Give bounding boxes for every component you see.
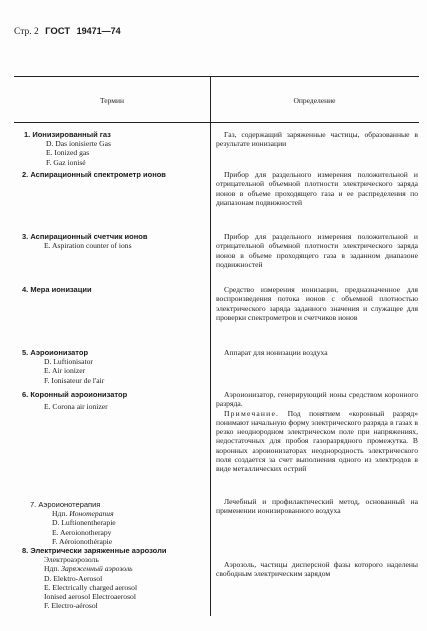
- definition-text: Прибор для раздельного измерения положительной и отрицательной объемной плотности электрического заряда ионов в объеме проходящего газа и ее распределения по диапазонам подвижностей: [216, 170, 418, 207]
- term-entry-1: [24, 130, 210, 167]
- definition-text: Аэрозоль, частицы дисперсной фазы которого наделены свободным электрическим зарядом: [216, 560, 418, 579]
- definition-entry-8: [216, 560, 418, 579]
- ndp-value: Ионотерапия: [69, 509, 114, 519]
- table-header-border: [14, 122, 419, 123]
- definition-entry-1: [216, 130, 418, 149]
- term-title: 7. Аэроионотерапия: [30, 500, 101, 509]
- term-title: 1. Ионизированный газ: [24, 130, 111, 139]
- definition-text: Аппарат для ионизации воздуха: [224, 348, 328, 357]
- term-translation: F. Gaz ionisé: [46, 157, 86, 167]
- term-translation: F. Aéroionothérapie: [52, 536, 113, 546]
- term-extra: Электроаэрозоль: [44, 555, 99, 565]
- column-header-definition: Определение: [293, 96, 336, 105]
- term-translation: E. Electrically charged aerosol: [44, 582, 138, 592]
- term-translation: E. Corona air ionizer: [44, 402, 108, 412]
- standard-number: 19471—74: [76, 26, 121, 36]
- definition-entry-6: [216, 390, 418, 474]
- definition-entry-5: [216, 348, 418, 357]
- term-title: 5. Аэроионизатор: [22, 348, 89, 357]
- term-translation: F. Ionisateur de l'air: [44, 375, 105, 385]
- term-ndp: [30, 509, 210, 518]
- definition-text: Аэроионизатор, генерирующий ионы средством коронного разряда.: [216, 390, 418, 409]
- page-label: Стр. 2: [14, 27, 39, 37]
- definition-note: [216, 409, 418, 474]
- term-entry-7: [30, 500, 210, 546]
- column-header-term: Термин: [99, 96, 125, 105]
- definition-text: Лечебный и профилактический метод, основанный на применении ионизированного воздуха: [216, 497, 418, 516]
- term-entry-2: [22, 170, 208, 179]
- term-translation: E. Aspiration counter of ions: [44, 241, 132, 251]
- page-header: [14, 26, 121, 37]
- term-title: 8. Электрически заряженные аэрозоли: [22, 546, 167, 555]
- term-title: 2. Аспирационный спектрометр ионов: [22, 170, 166, 179]
- ndp-label: Ндп.: [44, 564, 60, 574]
- definition-text: Прибор для раздельного измерения положительной и отрицательной объемной плотности электрического заряда ионов в объеме проходящего газа в заданном диапазоне подвижностей: [216, 232, 418, 269]
- note-label: Примечание.: [224, 408, 280, 418]
- term-entry-5: [22, 348, 208, 385]
- term-translation: E. Air ionizer: [44, 366, 86, 376]
- term-translation: D. Elektro-Aerosol: [44, 573, 103, 583]
- term-title: 4. Мера ионизации: [22, 285, 92, 294]
- definition-entry-3: [216, 232, 418, 269]
- term-ndp: [22, 564, 210, 573]
- term-translation: E. Aeroionotherapy: [52, 527, 112, 537]
- definition-entry-4: [216, 285, 418, 322]
- table-top-border: [14, 76, 419, 77]
- definition-text: Газ, содержащий заряженные частицы, образованные в результате ионизации: [216, 130, 418, 149]
- term-translation: Ionised aerosol Electroaerosol: [44, 592, 136, 602]
- note-text: Под понятием «коронный разряд» понимают начальную форму электрического разряда в газах в резко неоднородном электрическом поле при напряжениях, недостаточных для пробоя газоразрядного промежутка. В коронных аэроионизаторах неоднородность электрического поля создается за счет выполнения одного из электродов в виде металлических острий: [216, 408, 418, 474]
- term-entry-3: [22, 232, 208, 250]
- term-translation: D. Luftionisator: [44, 357, 93, 367]
- standard-label: ГОСТ: [45, 26, 71, 37]
- term-title: 3. Аспирационный счетчик ионов: [22, 232, 148, 241]
- term-entry-6: [22, 390, 208, 411]
- column-divider: [210, 76, 211, 616]
- term-translation: F. Electro-aérosol: [44, 601, 98, 611]
- term-translation: E. Ionized gas: [46, 148, 90, 158]
- term-title: 6. Коронный аэроионизатор: [22, 390, 128, 399]
- definition-entry-2: [216, 170, 418, 207]
- term-translation: D. Das ionisierte Gas: [46, 139, 111, 149]
- definition-entry-7: [216, 497, 418, 516]
- term-entry-8: [22, 546, 210, 610]
- definition-text: Средство измерения ионизации, предназначенное для воспроизведения потока ионов с объемной плотностью электрического заряда заданного значения и служащее для проверки спектрометров и счетчиков ионов: [216, 285, 418, 322]
- term-entry-4: [22, 285, 208, 294]
- ndp-label: Ндп.: [52, 509, 68, 519]
- ndp-value: Заряженный аэрозоль: [61, 564, 133, 574]
- term-translation: D. Luftionentherapie: [52, 518, 116, 528]
